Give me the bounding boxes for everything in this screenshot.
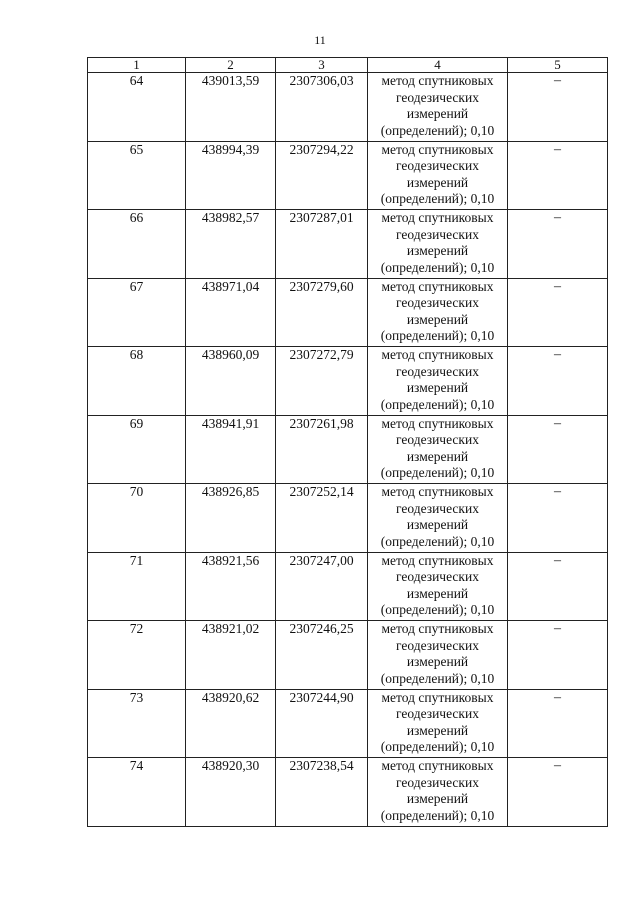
column-5-cell: – [508, 347, 608, 416]
method-line: измерений [406, 380, 469, 395]
method-cell [368, 689, 508, 758]
method-line: измерений [406, 243, 469, 258]
method-line: метод спутниковых [381, 141, 494, 157]
table-row [88, 210, 608, 279]
table-header-row [88, 58, 608, 73]
y-coordinate-cell: 2307246,25 [276, 621, 368, 690]
point-number-cell: 68 [88, 347, 186, 416]
y-coordinate-cell: 2307238,54 [276, 758, 368, 827]
table-row [88, 278, 608, 347]
x-coordinate-cell: 438921,02 [186, 621, 276, 690]
method-cell [368, 552, 508, 621]
method-line: (определений); 0,10 [380, 396, 495, 412]
point-number-cell: 72 [88, 621, 186, 690]
method-line: геодезических [396, 637, 479, 653]
method-cell [368, 210, 508, 279]
method-line: метод спутниковых [381, 73, 494, 88]
point-number-cell: 70 [88, 484, 186, 553]
y-coordinate-cell: 2307287,01 [276, 210, 368, 279]
method-line: измерений [406, 722, 469, 738]
y-coordinate-cell: 2307279,60 [276, 278, 368, 347]
x-coordinate-cell: 438921,56 [186, 552, 276, 621]
y-coordinate-cell: 2307247,00 [276, 552, 368, 621]
column-5-cell: – [508, 689, 608, 758]
table-row [88, 141, 608, 210]
column-5-cell: – [508, 415, 608, 484]
column-header-3: 3 [276, 58, 368, 73]
point-number-cell: 73 [88, 689, 186, 758]
method-line: геодезических [396, 569, 479, 584]
table-body [88, 73, 608, 827]
method-line: (определений); 0,10 [380, 328, 495, 343]
point-number-cell: 65 [88, 141, 186, 210]
y-coordinate-cell: 2307252,14 [276, 484, 368, 553]
method-line: метод спутниковых [381, 210, 494, 225]
method-cell [368, 347, 508, 416]
x-coordinate-cell: 438994,39 [186, 141, 276, 210]
column-5-cell: – [508, 758, 608, 827]
x-coordinate-cell: 438920,62 [186, 689, 276, 758]
y-coordinate-cell: 2307244,90 [276, 689, 368, 758]
method-line: геодезических [396, 295, 479, 310]
column-5-cell: – [508, 73, 608, 142]
table-row [88, 621, 608, 690]
x-coordinate-cell: 439013,59 [186, 73, 276, 142]
table-row [88, 758, 608, 827]
point-number-cell: 69 [88, 415, 186, 484]
table-row [88, 73, 608, 142]
method-line: геодезических [396, 363, 479, 379]
method-cell [368, 278, 508, 347]
method-line: геодезических [396, 432, 479, 447]
table-row [88, 552, 608, 621]
table-row [88, 689, 608, 758]
point-number-cell: 74 [88, 758, 186, 827]
method-line: метод спутниковых [381, 415, 494, 431]
method-line: метод спутниковых [381, 347, 494, 362]
method-line: измерений [406, 654, 469, 669]
method-cell [368, 141, 508, 210]
method-cell [368, 758, 508, 827]
method-line: (определений); 0,10 [380, 602, 495, 617]
method-line: (определений); 0,10 [380, 670, 495, 686]
method-line: метод спутниковых [381, 758, 494, 773]
method-line: геодезических [396, 706, 479, 721]
point-number-cell: 64 [88, 73, 186, 142]
method-line: измерений [406, 791, 469, 806]
method-line: геодезических [396, 774, 479, 790]
method-line: измерений [406, 448, 469, 464]
method-line: (определений); 0,10 [380, 122, 495, 138]
x-coordinate-cell: 438920,30 [186, 758, 276, 827]
method-line: метод спутниковых [381, 278, 494, 294]
method-line: измерений [406, 174, 469, 190]
x-coordinate-cell: 438960,09 [186, 347, 276, 416]
column-header-5: 5 [508, 58, 608, 73]
method-line: измерений [406, 585, 469, 601]
y-coordinate-cell: 2307306,03 [276, 73, 368, 142]
method-line: геодезических [396, 158, 479, 173]
y-coordinate-cell: 2307272,79 [276, 347, 368, 416]
method-line: метод спутниковых [381, 689, 494, 705]
method-line: геодезических [396, 89, 479, 105]
method-line: измерений [406, 311, 469, 327]
method-line: метод спутниковых [381, 484, 494, 499]
point-number-cell: 67 [88, 278, 186, 347]
method-cell [368, 415, 508, 484]
column-5-cell: – [508, 278, 608, 347]
method-line: (определений); 0,10 [380, 807, 495, 823]
method-line: измерений [406, 517, 469, 532]
column-header-4: 4 [368, 58, 508, 73]
y-coordinate-cell: 2307294,22 [276, 141, 368, 210]
method-cell [368, 621, 508, 690]
y-coordinate-cell: 2307261,98 [276, 415, 368, 484]
x-coordinate-cell: 438971,04 [186, 278, 276, 347]
method-line: метод спутниковых [381, 552, 494, 568]
table-row [88, 347, 608, 416]
method-line: (определений); 0,10 [380, 465, 495, 480]
column-5-cell: – [508, 141, 608, 210]
coordinates-table [87, 57, 608, 827]
column-5-cell: – [508, 210, 608, 279]
method-line: (определений); 0,10 [380, 739, 495, 754]
method-line: геодезических [396, 226, 479, 242]
column-5-cell: – [508, 484, 608, 553]
x-coordinate-cell: 438926,85 [186, 484, 276, 553]
column-header-2: 2 [186, 58, 276, 73]
column-5-cell: – [508, 552, 608, 621]
method-line: геодезических [396, 500, 479, 516]
column-5-cell: – [508, 621, 608, 690]
table-row [88, 415, 608, 484]
method-line: (определений); 0,10 [380, 259, 495, 275]
method-line: (определений); 0,10 [380, 191, 495, 206]
method-line: метод спутниковых [381, 621, 494, 636]
x-coordinate-cell: 438982,57 [186, 210, 276, 279]
page-number: 11 [314, 33, 326, 47]
x-coordinate-cell: 438941,91 [186, 415, 276, 484]
table-row [88, 484, 608, 553]
method-cell [368, 73, 508, 142]
column-header-1: 1 [88, 58, 186, 73]
method-line: измерений [406, 106, 469, 121]
point-number-cell: 66 [88, 210, 186, 279]
method-line: (определений); 0,10 [380, 533, 495, 549]
point-number-cell: 71 [88, 552, 186, 621]
method-cell [368, 484, 508, 553]
